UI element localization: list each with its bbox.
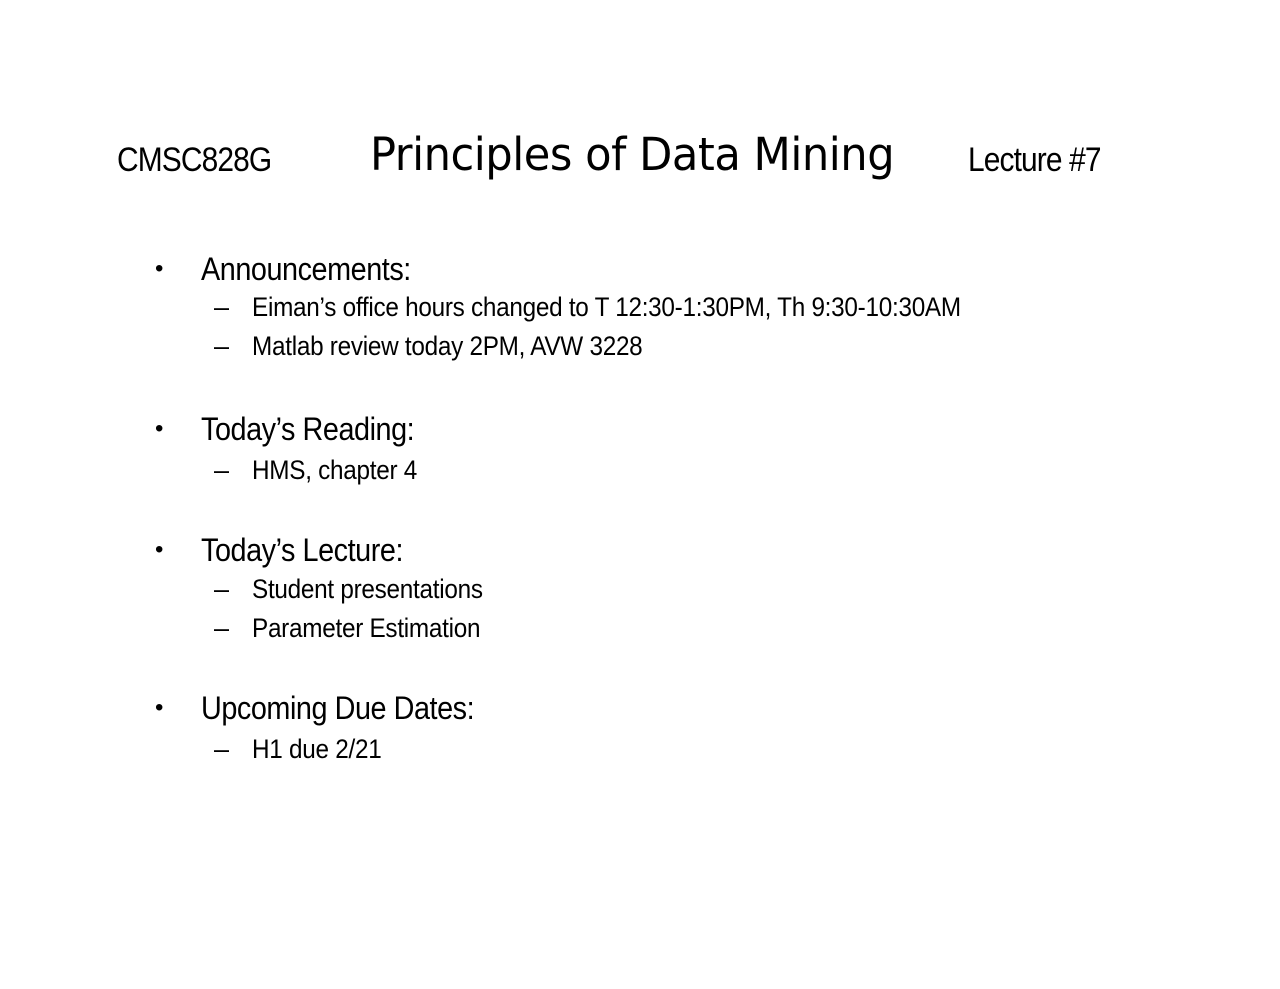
- section-heading: Upcoming Due Dates:: [201, 690, 475, 726]
- dash-icon: –: [214, 292, 230, 322]
- bullet-icon: •: [155, 415, 164, 442]
- list-item-text: Matlab review today 2PM, AVW 3228: [252, 331, 643, 361]
- dash-icon: –: [214, 613, 230, 643]
- bullet-icon: •: [155, 694, 164, 721]
- list-item-text: Student presentations: [252, 574, 483, 604]
- slide-title: Principles of Data Mining: [370, 128, 895, 181]
- section-heading: Announcements:: [201, 251, 411, 287]
- section-heading: Today’s Reading:: [201, 411, 415, 447]
- bullet-icon: •: [155, 255, 164, 282]
- section-heading: Today’s Lecture:: [201, 532, 403, 568]
- list-item-text: Parameter Estimation: [252, 613, 481, 643]
- dash-icon: –: [214, 455, 230, 485]
- dash-icon: –: [214, 734, 230, 764]
- list-item-text: Eiman’s office hours changed to T 12:30-1:30PM, Th 9:30-10:30AM: [252, 292, 961, 322]
- course-code: CMSC828G: [117, 141, 272, 179]
- lecture-number: Lecture #7: [968, 141, 1101, 179]
- dash-icon: –: [214, 574, 230, 604]
- bullet-icon: •: [155, 536, 164, 563]
- list-item-text: HMS, chapter 4: [252, 455, 418, 485]
- list-item-text: H1 due 2/21: [252, 734, 382, 764]
- dash-icon: –: [214, 331, 230, 361]
